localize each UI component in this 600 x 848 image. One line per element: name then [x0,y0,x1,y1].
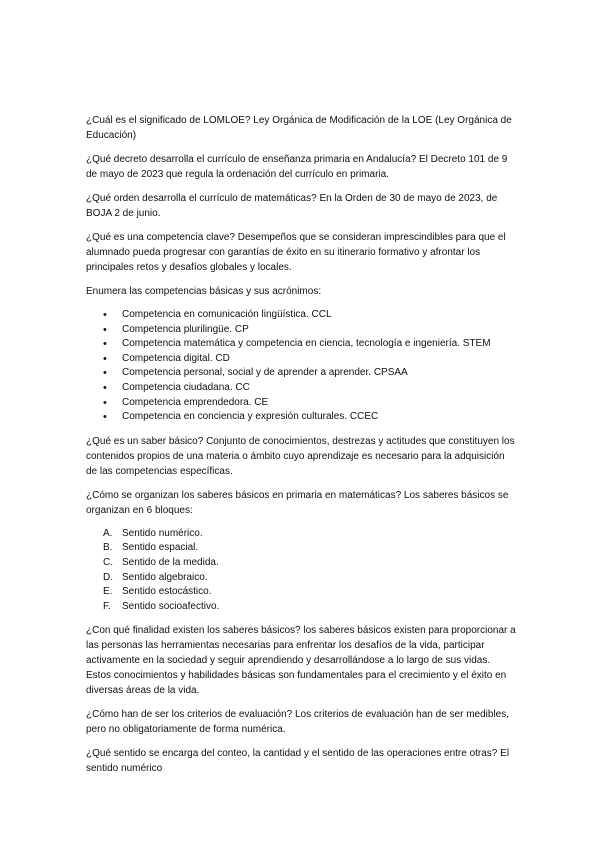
paragraph-enumera: Enumera las competencias básicas y sus acrónimos: [86,286,322,297]
list-item [86,556,516,571]
list-item-label: Sentido algebraico. [122,571,208,583]
list-item [86,585,516,600]
list-item [86,366,516,381]
bullet-icon: • [103,411,107,424]
list-item-label: Competencia personal, social y de aprender a aprender. CPSAA [122,367,408,379]
list-item-label: Competencia ciudadana. CC [122,381,250,393]
list-item [86,381,516,396]
bullet-icon: • [103,381,107,394]
paragraph-competencia-clave: ¿Qué es una competencia clave? Desempeños que se consideran imprescindibles para que el alumnado pueda progresar con garantías de éxito en su itinerario formativo y afrontar los principales retos y desafíos globales y locales. [86,232,506,273]
paragraph-finalidad: ¿Con qué finalidad existen los saberes básicos? los saberes básicos existen para proporcionar a las personas las herramientas necesarias para enfrentar los desafíos de la vida, participar activamente en la sociedad y seguir aprendiendo y desarrollándose a lo largo de sus vidas. Estos conocimientos y habilidades básicas son fundamentales para el crecimiento y el éxito en diversas áreas de la vida. [86,625,516,697]
list-item [86,337,516,352]
list-item-label: Sentido estocástico. [122,586,212,598]
paragraph-criterios: ¿Cómo han de ser los criterios de evaluación? Los criterios de evaluación han de ser medibles, pero no obligatoriamente de forma numérica. [86,709,510,736]
list-item [86,308,516,323]
list-item-label: Competencia digital. CD [122,352,230,364]
list-marker: C. [103,556,113,568]
list-item-label: Competencia plurilingüe. CP [122,323,249,335]
list-item [86,352,516,367]
list-marker: B. [103,542,113,554]
bullet-icon: • [103,396,107,409]
document-page [86,113,516,785]
list-item [86,323,516,338]
paragraph-decreto: ¿Qué decreto desarrolla el currículo de enseñanza primaria en Andalucía? El Decreto 101 de 9 de mayo de 2023 que regula la ordenación del currículo en primaria. [86,154,508,180]
list-item [86,541,516,556]
paragraph-lomloe: ¿Cuál es el significado de LOMLOE? Ley Orgánica de Modificación de la LOE (Ley Orgánica de Educación) [86,115,512,141]
list-item-label: Sentido socioafectivo. [122,600,220,612]
bullet-icon: • [103,338,107,351]
paragraph-sentido-numerico: ¿Qué sentido se encarga del conteo, la cantidad y el sentido de las operaciones entre otras? El sentido numérico [86,748,510,775]
list-item [86,396,516,411]
list-item-label: Sentido de la medida. [122,556,219,568]
list-item [86,571,516,586]
list-marker: F. [103,600,111,612]
list-marker: E. [103,586,113,598]
competencias-list [86,308,516,425]
list-item [86,600,516,615]
list-item [86,410,516,425]
list-item-label: Competencia emprendedora. CE [122,396,269,408]
list-item [86,527,516,542]
list-marker: D. [103,571,113,583]
bullet-icon: • [103,309,107,321]
bullet-icon: • [103,367,107,380]
bullet-icon: • [103,323,107,336]
list-item-label: Competencia en comunicación lingüística. CCL [122,309,332,320]
bloques-list [86,527,516,615]
list-item-label: Sentido numérico. [122,527,203,539]
list-marker: A. [103,527,113,539]
bullet-icon: • [103,352,107,365]
list-item-label: Competencia en conciencia y expresión culturales. CCEC [122,411,379,423]
paragraph-organizan: ¿Cómo se organizan los saberes básicos en primaria en matemáticas? Los saberes básicos se organizan en 6 bloques: [86,489,509,516]
paragraph-saber-basico: ¿Qué es un saber básico? Conjunto de conocimientos, destrezas y actitudes que constituyen los contenidos propios de una materia o ámbito cuyo aprendizaje es necesario para la adquisición de las competencias específicas. [86,435,515,477]
list-item-label: Sentido espacial. [122,542,199,554]
paragraph-orden: ¿Qué orden desarrolla el currículo de matemáticas? En la Orden de 30 de mayo de 2023, de BOJA 2 de junio. [86,193,498,219]
list-item-label: Competencia matemática y competencia en ciencia, tecnología e ingeniería. STEM [122,338,491,350]
